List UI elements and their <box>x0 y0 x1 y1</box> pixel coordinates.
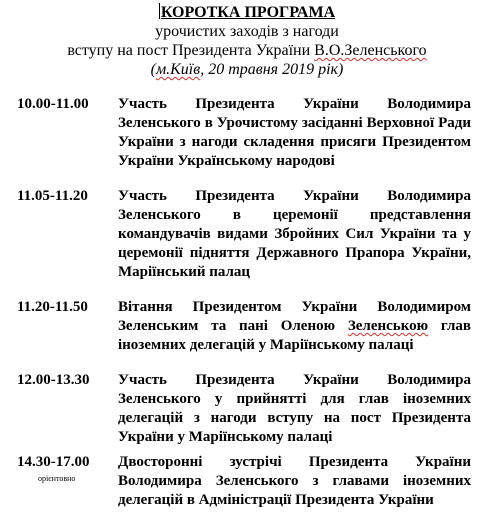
place-city: м.Київ <box>155 61 201 78</box>
subtitle-line-2 <box>0 41 494 60</box>
event-description: Участь Президента України Володимира Зеленського в Урочистому засіданні Верховної Ради України з нагоди складення присяги Президентом України Українському народові <box>118 96 471 169</box>
event-description: Участь Президента України Володимира Зеленського у прийнятті для глав іноземних делегацій з нагоди вступу на пост Президента України у Маріїнському палаці <box>118 372 471 445</box>
place-date: , 20 травня 2019 рік) <box>200 61 344 78</box>
event-time: 11.20-11.50 <box>17 299 88 315</box>
event-time: 12.00-13.30 <box>17 372 90 388</box>
event-description-underlined: Зеленською <box>347 318 429 334</box>
event-description: Участь Президента України Володимира Зеленського в церемонії представлення командувачів видами Збройних Сил України та у церемонії підняття Державного Прапора України, Маріїнський палац <box>118 188 471 280</box>
schedule-item <box>0 298 494 371</box>
schedule-item <box>0 371 494 453</box>
schedule-item <box>0 187 494 298</box>
subtitle-line-2-prefix: вступу на пост Президента України <box>67 42 315 59</box>
subtitle-line-1: урочистих заходів з нагоди <box>155 23 339 40</box>
place-open-paren: ( <box>150 61 156 78</box>
place-date-line <box>0 60 494 79</box>
president-name: В.О.Зеленського <box>314 42 427 59</box>
schedule-item <box>0 453 494 513</box>
schedule-item <box>0 95 494 187</box>
event-description-part: глав іноземних делегацій у Маріїнському палаці <box>118 318 472 353</box>
document-header <box>0 3 494 79</box>
event-description-part: Вітання Президентом України Володимиром Зеленським та пані Оленою <box>118 299 471 334</box>
event-time: 10.00-11.00 <box>17 96 89 112</box>
event-time-note: орієнтовно <box>38 474 76 483</box>
document-title-text: КОРОТКА ПРОГРАМА <box>160 4 336 21</box>
event-time: 14.30-17.00 <box>17 454 90 470</box>
document-title <box>159 3 335 22</box>
event-time: 11.05-11.20 <box>17 188 88 204</box>
text-cursor <box>159 3 160 19</box>
schedule-list <box>0 95 494 513</box>
event-description: Двосторонні зустрічі Президента України Володимира Зеленського з главами іноземних делегацій в Адміністрації Президента України <box>118 454 471 508</box>
event-description <box>118 298 471 355</box>
